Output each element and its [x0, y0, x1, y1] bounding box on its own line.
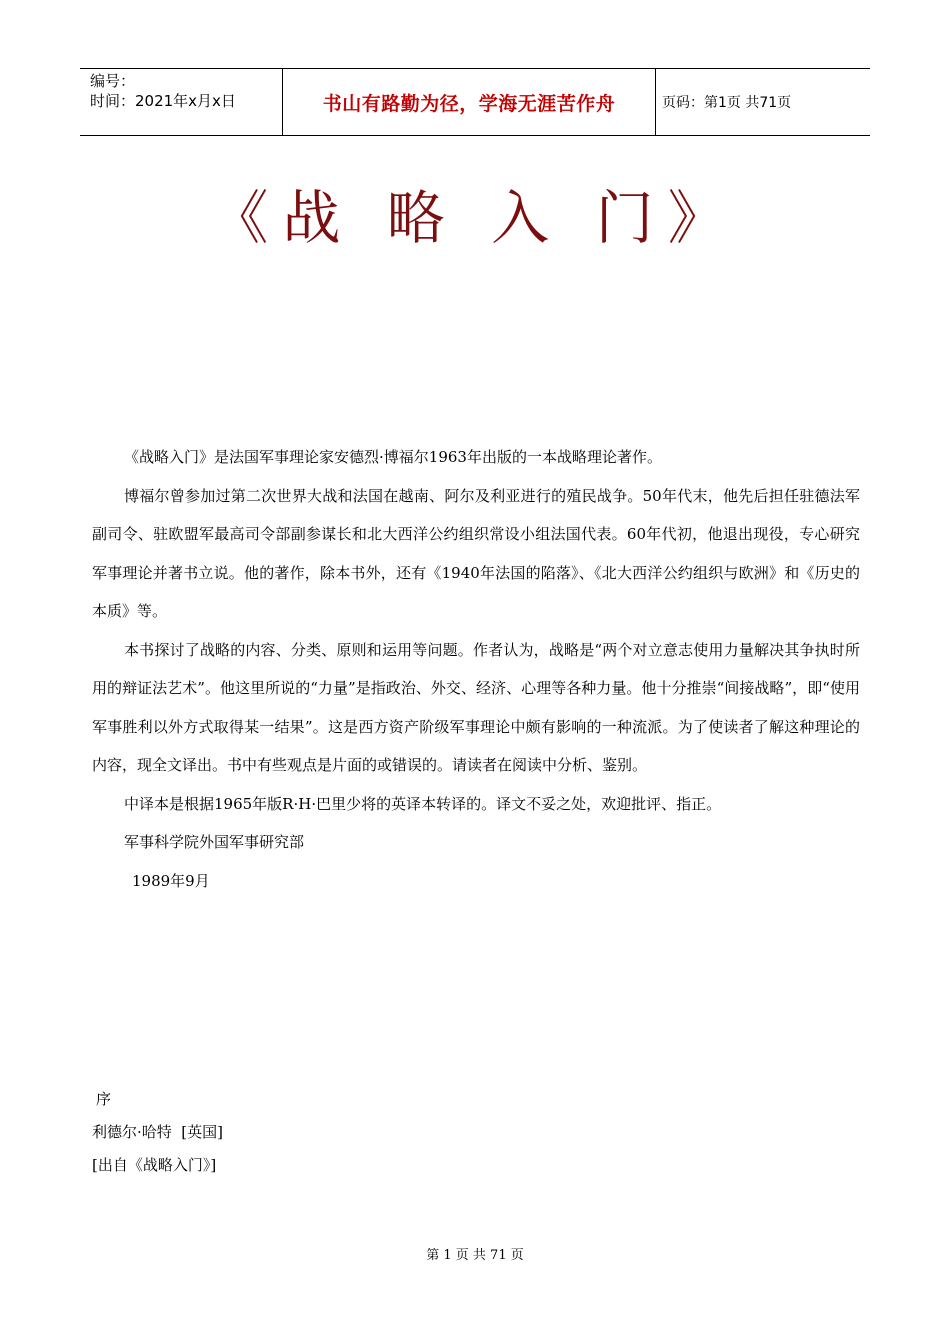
preface-section	[92, 1083, 860, 1182]
intro-paragraph: 《战略入门》是法国军事理论家安德烈·博福尔1963年出版的一本战略理论著作。	[124, 448, 662, 466]
intro-paragraph: 中译本是根据1965年版R·H·巴里少将的英译本转译的。译文不妥之处，欢迎批评、指正。	[124, 794, 722, 813]
preface-heading: 序	[96, 1090, 112, 1108]
introduction-body	[92, 438, 860, 900]
header-motto: 书山有路勤为径，学海无涯苦作舟	[282, 69, 656, 135]
publisher-line: 军事科学院外国军事研究部	[124, 833, 305, 851]
footer-page-number: 第 1 页 共 71 页	[426, 1248, 524, 1263]
document-title: 《战 略 入 门》	[210, 184, 740, 252]
document-number-label: 编号：	[90, 72, 136, 90]
header-page-label: 页码：第1页 共71页	[662, 95, 792, 111]
date-line: 1989年9月	[132, 871, 210, 890]
header-table	[80, 68, 870, 136]
intro-paragraph: 本书探讨了战略的内容、分类、原则和运用等问题。作者认为，战略是“两个对立意志使用力量解决其争执时所用的辩证法艺术”。他这里所说的“力量”是指政治、外交、经济、心理等各种力量。他十分推崇“间接战略”，即“使用军事胜利以外方式取得某一结果”。这是西方资产阶级军事理论中颇有影响的一种流派。为了使读者了解这种理论的内容，现全文译出。书中有些观点是片面的或错误的。请读者在阅读中分析、鉴别。	[92, 640, 860, 774]
intro-paragraph: 博福尔曾参加过第二次世界大战和法国在越南、阿尔及利亚进行的殖民战争。50年代末，他先后担任驻德法军副司令、驻欧盟军最高司令部副参谋长和北大西洋公约组织常设小组法国代表。60年代初，他退出现役，专心研究军事理论并著书立说。他的著作，除本书外，还有《1940年法国的陷落》、《北大西洋公约组织与欧洲》和《历史的本质》等。	[92, 486, 860, 620]
preface-source: [出自《战略入门》]	[92, 1156, 217, 1174]
preface-author: 利德尔·哈特 [英国]	[92, 1123, 224, 1141]
page-footer	[0, 1244, 950, 1263]
document-time-label: 时间：2021年x月x日	[90, 92, 236, 110]
header-meta-cell	[80, 69, 282, 135]
